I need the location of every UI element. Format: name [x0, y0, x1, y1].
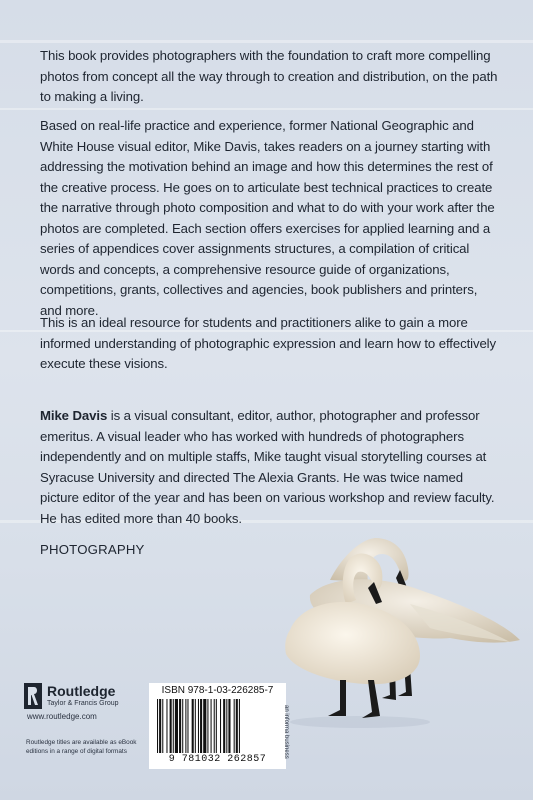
- description-paragraph-1: This book provides photographers with the foundation to craft more compelling photos from concept all the way through to creation and distribution, on the path to making a living.: [40, 48, 498, 104]
- publisher-group: Taylor & Francis Group: [47, 700, 119, 707]
- swans-photo: [270, 520, 533, 730]
- publisher-logo: [24, 683, 119, 709]
- publisher-url[interactable]: www.routledge.com: [27, 712, 97, 721]
- isbn-label: ISBN 978-1-03-226285-7: [161, 685, 274, 696]
- ebook-note: Routledge titles are available as eBook editions in a range of digital formats: [26, 739, 137, 755]
- author-name: Mike Davis: [40, 408, 108, 423]
- snow-streak: [0, 40, 533, 43]
- publisher-name: Routledge: [47, 683, 116, 699]
- barcode-bars: [155, 699, 280, 753]
- routledge-crest-icon: [24, 683, 42, 709]
- genre-label: PHOTOGRAPHY: [40, 542, 145, 557]
- snow-streak: [0, 108, 533, 110]
- isbn-barcode: [149, 683, 286, 769]
- author-bio: [40, 406, 500, 529]
- barcode-digits: 9 781032 262857: [168, 754, 267, 765]
- description-paragraph-3: This is an ideal resource for students and practitioners alike to gain a more informed understanding of photographic expression and learn how to effectively execute these visions.: [40, 315, 497, 371]
- author-bio-text: is a visual consultant, editor, author, photographer and professor emeritus. A visual leader who has worked with hundreds of photographers independently and on multiple staffs, Mike taught visual storytelling courses at Syracuse University and directed The Alexia Grants. He was twice named picture editor of the year and has been on various workshop and review faculty. He has edited more than 40 books.: [40, 408, 495, 526]
- informa-label: an informa business: [283, 705, 289, 759]
- description-paragraph-2: Based on real-life practice and experience, former National Geographic and White House visual editor, Mike Davis, takes readers on a journey starting with addressing the motivation behind an image and how this determines the rest of the creative process. He goes on to articulate best technical practices to create the narrative through photo composition and what to do with your work after the photos are completed. Each section offers exercises for applied learning and a series of appendices cover assignments structures, a compilation of critical words and concepts, a comprehensive resource guide of organizations, competitions, grants, collectives and agencies, book publishers and printers, and more.: [40, 118, 495, 318]
